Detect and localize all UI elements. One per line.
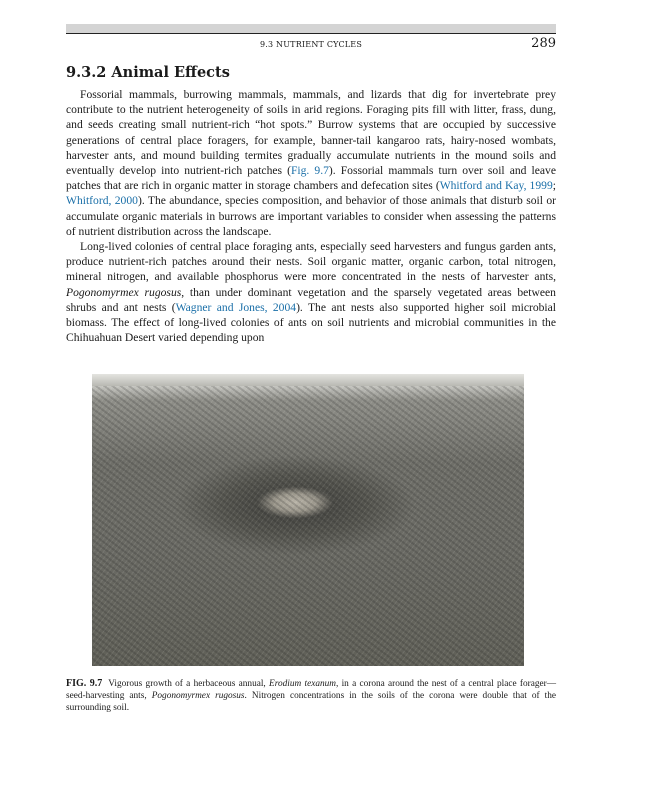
text-run: ). The abundance, species composition, and behavior of those animals that disturb soil or accumulate organic materials in burrows are important variables to consider when assessing the patterns of nutrient distribution across the landscape. (66, 194, 556, 238)
figure-label: FIG. 9.7 (66, 678, 103, 689)
caption-text: . Nitrogen concentrations in the soils of the corona were double that of the surrounding soil. (66, 691, 556, 714)
header-bar (66, 24, 556, 33)
figure-link[interactable]: Fig. 9.7 (290, 164, 329, 178)
figure-caption (66, 678, 556, 715)
caption-text: Vigorous growth of a herbaceous annual, (108, 679, 270, 689)
header-rule (66, 33, 556, 34)
text-run: ). Fossorial mammals turn over soil and leave patches that are rich in organic matter in storage chambers and defecation sites ( (66, 164, 556, 193)
text-run: ; (552, 179, 556, 193)
paragraph-1 (66, 87, 556, 239)
text-run: ). The ant nests also supported higher soil microbial biomass. The effect of long-lived colonies of ants on soil nutrients and microbial communities in the Chihuahuan Desert varied depending upon (66, 300, 557, 345)
citation-link[interactable]: Whitford, 2000 (66, 194, 138, 208)
page-number: 289 (531, 36, 556, 51)
citation-link[interactable]: Wagner and Jones, 2004 (175, 300, 297, 314)
text-run: Fossorial mammals, burrowing mammals, mammals, and lizards that dig for invertebrate prey contribute to the nutrient heterogeneity of soils in arid regions. Foraging pits fill with litter, frass, dung, and seeds creating small nutrient-rich “hot spots.” Burrow systems that are occupied by successive generations of central place foragers, for example, banner-tail kangaroo rats, hairy-nosed wombats, harvester ants, and mound building termites gradually accumulate nutrients in the mound soils and eventually develop into nutrient-rich patches ( (66, 88, 556, 178)
species-name: Pogonomyrmex rugosus (66, 285, 182, 299)
text-run: Long-lived colonies of central place foraging ants, especially seed harvesters and fungus garden ants, produce nutrient-rich patches around their nests. Soil organic matter, organic carbon, total nitrogen, mineral nitrogen, and available phosphorus were more concentrated in the nests of harvester ants, (66, 240, 556, 284)
citation-link[interactable]: Whitford and Kay, 1999 (439, 179, 553, 193)
species-name: Pogonomyrmex rugosus (151, 691, 245, 702)
section-heading: 9.3.2 Animal Effects (66, 64, 230, 81)
species-name: Erodium texanum (269, 679, 336, 689)
running-head: 9.3 NUTRIENT CYCLES (259, 40, 363, 49)
figure-photo-ant-nest-corona (92, 374, 524, 666)
caption-text: , in a corona around the nest of a central place forager—seed-harvesting ants, (66, 679, 557, 702)
body-text (66, 87, 556, 345)
paragraph-2 (66, 239, 556, 345)
text-run: , than under dominant vegetation and the sparsely vegetated areas between shrubs and ant nests ( (66, 285, 556, 314)
